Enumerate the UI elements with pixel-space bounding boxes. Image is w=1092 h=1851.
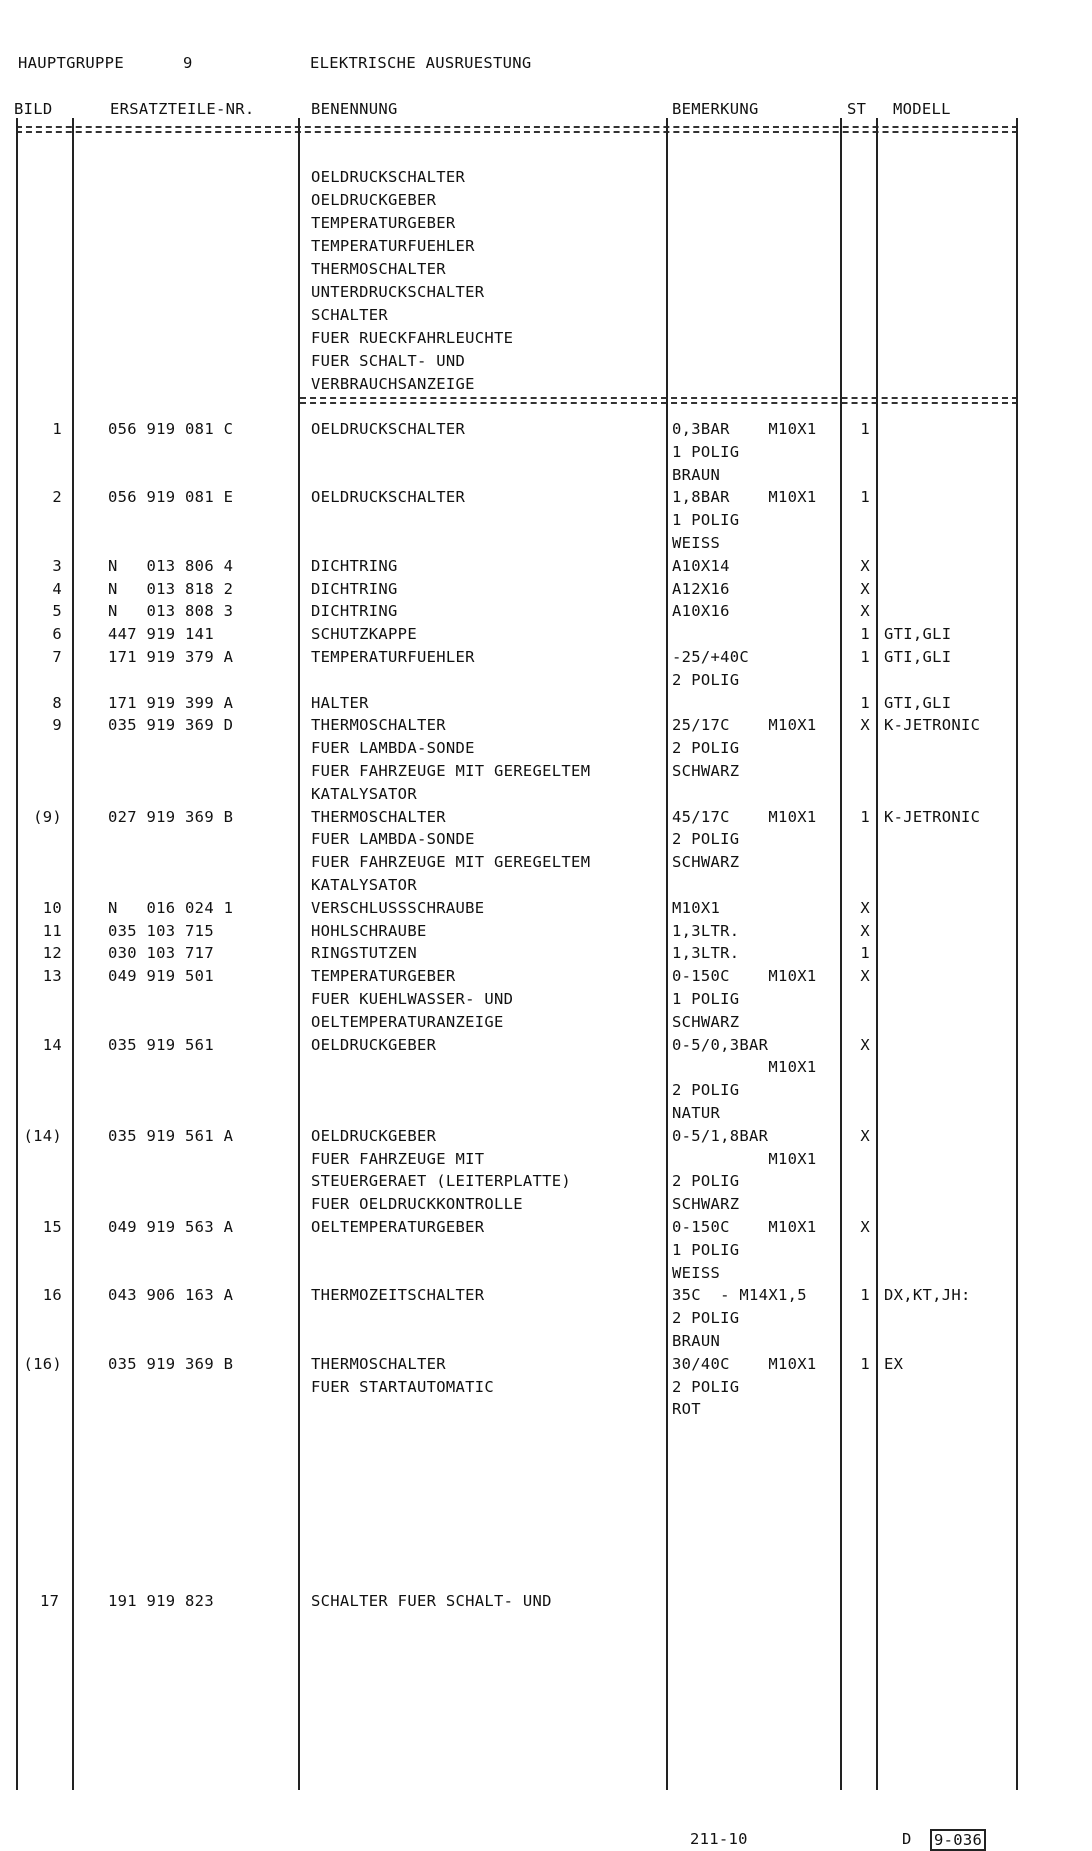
cell-part-no: 035 919 561 A [108,1126,234,1145]
intro-line: THERMOSCHALTER [311,260,446,278]
cell-part-no: N 013 806 4 [108,556,234,575]
cell-part-no: 447 919 141 [108,625,214,644]
intro-line: FUER RUECKFAHRLEUCHTE [311,329,514,347]
cell-bild: (14) [23,1126,62,1145]
cell-part-no: 056 919 081 E [108,488,234,507]
intro-line: OELDRUCKSCHALTER [311,168,466,186]
cell-name: TEMPERATURGEBER [311,967,456,986]
cell-part-no: 056 919 081 C [108,420,234,438]
cell-name: FUER STARTAUTOMATIC [311,1377,495,1396]
cell-remark: 1 POLIG [672,990,740,1008]
cell-qty: X [860,967,870,986]
col-header-part-no: ERSATZTEILE-NR. [110,100,255,118]
cell-name: HOHLSCHRAUBE [311,921,427,940]
group-label: HAUPTGRUPPE [18,54,124,72]
intro-line: TEMPERATURGEBER [311,214,456,232]
cell-bild: 16 [42,1286,62,1305]
cell-bild: 2 [52,488,62,507]
cell-remark: 1 POLIG [672,1240,740,1259]
cell-name: KATALYSATOR [311,784,417,803]
cell-remark: 1,3LTR. [672,944,740,963]
cell-remark: M10X1 [672,1058,817,1077]
footer-page-box: 9-036 [930,1829,986,1851]
cell-name: HALTER [311,693,369,712]
cell-model: K-JETRONIC [884,716,981,735]
col-line-name [666,118,668,1790]
cell-part-no: N 013 808 3 [108,602,234,621]
cell-name: DICHTRING [311,579,398,598]
cell-name: OELDRUCKSCHALTER [311,488,466,507]
col-line-part [298,118,300,1790]
cell-name: OELDRUCKSCHALTER [311,420,466,438]
cell-remark: A12X16 [672,579,730,598]
cell-part-no: N 016 024 1 [108,898,234,917]
cell-remark: 0-5/0,3BAR [672,1035,769,1054]
cell-remark: 2 POLIG [672,739,740,758]
cell-remark: 35C - M14X1,5 [672,1286,807,1305]
cell-name: OELTEMPERATURGEBER [311,1218,485,1236]
cell-qty: 1 [860,693,870,712]
cell-remark: 0-150C M10X1 [672,967,817,986]
cell-remark: -25/+40C [672,648,750,666]
cell-remark: WEISS [672,1263,721,1282]
cell-remark: 2 POLIG [672,1309,740,1328]
group-title: ELEKTRISCHE AUSRUESTUNG [310,54,532,72]
cell-bild: 8 [52,693,62,712]
cell-remark: SCHWARZ [672,853,740,872]
cell-bild: 5 [52,602,62,621]
col-line-qty [876,118,878,1790]
intro-line: OELDRUCKGEBER [311,191,437,209]
cell-name: TEMPERATURFUEHLER [311,648,475,666]
cell-bild: 3 [52,556,62,575]
col-header-remark: BEMERKUNG [672,100,759,118]
cell-name: KATALYSATOR [311,876,417,894]
cell-bild: (16) [23,1354,62,1373]
cell-bild: 15 [42,1218,62,1236]
cell-qty: 1 [860,420,870,438]
cell-bild: 1 [52,420,62,438]
cell-model: K-JETRONIC [884,807,981,826]
cell-remark: M10X1 [672,898,721,917]
cell-name: OELTEMPERATURANZEIGE [311,1012,504,1031]
cell-qty: X [860,921,870,940]
cell-qty: X [860,716,870,735]
cell-model: GTI,GLI [884,693,952,712]
cell-name: THERMOZEITSCHALTER [311,1286,485,1305]
intro-line: VERBRAUCHSANZEIGE [311,375,475,393]
cell-qty: 1 [860,488,870,507]
cell-name: SCHUTZKAPPE [311,625,417,644]
cell-part-no: 049 919 501 [108,967,214,986]
cell-remark: 1,3LTR. [672,921,740,940]
cell-bild: 14 [42,1035,62,1054]
cell-name: FUER LAMBDA-SONDE [311,830,475,849]
cell-qty: X [860,1218,870,1236]
cell-remark: 2 POLIG [672,1081,740,1100]
cell-bild: 4 [52,579,62,598]
cell-remark: M10X1 [672,1149,817,1168]
cell-bild: 7 [52,648,62,666]
cell-name: THERMOSCHALTER [311,807,446,826]
cell-part-no: 035 919 369 D [108,716,234,735]
cell-qty: 1 [860,648,870,666]
cell-remark: 1 POLIG [672,511,740,530]
cell-name: FUER FAHRZEUGE MIT GEREGELTEM [311,762,591,780]
cell-remark: 2 POLIG [672,830,740,849]
cell-part-no: 043 906 163 A [108,1286,234,1305]
cell-part-no: 171 919 379 A [108,648,234,666]
cell-qty: 1 [860,1286,870,1305]
next-row-part: 191 919 823 [108,1592,214,1610]
cell-remark: 30/40C M10X1 [672,1354,817,1373]
intro-line: SCHALTER [311,306,389,324]
cell-bild: 11 [42,921,62,940]
cell-model: GTI,GLI [884,648,952,666]
col-header-name: BENENNUNG [311,100,398,118]
cell-part-no: 030 103 717 [108,944,214,963]
cell-remark: NATUR [672,1104,721,1122]
cell-remark: ROT [672,1400,701,1419]
cell-name: THERMOSCHALTER [311,1354,446,1373]
cell-bild: 13 [42,967,62,986]
intro-rule-top [300,397,1018,399]
cell-part-no: 035 919 561 [108,1035,214,1054]
cell-model: GTI,GLI [884,625,952,644]
cell-remark: 0-150C M10X1 [672,1218,817,1236]
cell-remark: 2 POLIG [672,1172,740,1191]
cell-qty: X [860,579,870,598]
col-header-qty: ST [847,100,867,118]
col-header-model: MODELL [893,100,951,118]
next-row-bild: 17 [40,1592,60,1610]
cell-qty: X [860,602,870,621]
cell-qty: X [860,1126,870,1145]
cell-remark: 2 POLIG [672,670,740,689]
cell-name: THERMOSCHALTER [311,716,446,735]
cell-name: STEUERGERAET (LEITERPLATTE) [311,1172,572,1191]
group-number: 9 [183,54,193,72]
cell-remark: 0-5/1,8BAR [672,1126,769,1145]
cell-name: OELDRUCKGEBER [311,1126,437,1145]
cell-name: FUER FAHRZEUGE MIT GEREGELTEM [311,853,591,872]
intro-line: FUER SCHALT- UND [311,352,466,370]
cell-remark: A10X16 [672,602,730,621]
cell-remark: 1 POLIG [672,442,740,461]
col-line-bild [72,118,74,1790]
cell-bild: 12 [42,944,62,963]
cell-remark: BRAUN [672,1332,721,1350]
cell-name: FUER KUEHLWASSER- UND [311,990,514,1008]
cell-qty: 1 [860,944,870,963]
cell-remark: SCHWARZ [672,762,740,780]
cell-remark: 25/17C M10X1 [672,716,817,735]
cell-name: FUER LAMBDA-SONDE [311,739,475,758]
cell-model: EX [884,1354,904,1373]
cell-name: OELDRUCKGEBER [311,1035,437,1054]
cell-qty: 1 [860,807,870,826]
cell-qty: X [860,556,870,575]
intro-line: TEMPERATURFUEHLER [311,237,475,255]
footer-lang: D [902,1830,912,1848]
header-rule-bottom [16,131,1018,133]
cell-remark: SCHWARZ [672,1012,740,1031]
intro-rule-bottom [300,402,1018,404]
footer-page-ref: 211-10 [690,1830,748,1848]
cell-remark: 0,3BAR M10X1 [672,420,817,438]
cell-qty: X [860,1035,870,1054]
cell-qty: X [860,898,870,917]
cell-remark: 45/17C M10X1 [672,807,817,826]
cell-remark: WEISS [672,534,721,552]
cell-name: FUER FAHRZEUGE MIT [311,1149,485,1168]
cell-name: FUER OELDRUCKKONTROLLE [311,1195,523,1214]
col-line-remark [840,118,842,1790]
cell-bild: 10 [42,898,62,917]
cell-part-no: 035 103 715 [108,921,214,940]
cell-name: DICHTRING [311,556,398,575]
cell-remark: 1,8BAR M10X1 [672,488,817,507]
cell-qty: 1 [860,1354,870,1373]
cell-part-no: N 013 818 2 [108,579,234,598]
cell-bild: 6 [52,625,62,644]
cell-name: RINGSTUTZEN [311,944,417,963]
cell-part-no: 035 919 369 B [108,1354,234,1373]
cell-bild: 9 [52,716,62,735]
header-rule-top [16,126,1018,128]
col-header-bild: BILD [14,100,53,118]
cell-part-no: 171 919 399 A [108,693,234,712]
cell-model: DX,KT,JH: [884,1286,971,1305]
next-row-name: SCHALTER FUER SCHALT- UND [311,1592,552,1610]
cell-remark: BRAUN [672,465,721,484]
intro-line: UNTERDRUCKSCHALTER [311,283,485,301]
cell-bild: (9) [33,807,62,826]
cell-name: VERSCHLUSSSCHRAUBE [311,898,485,917]
cell-remark: SCHWARZ [672,1195,740,1214]
cell-name: DICHTRING [311,602,398,621]
col-line-right [1016,118,1018,1790]
cell-remark: A10X14 [672,556,730,575]
cell-remark: 2 POLIG [672,1377,740,1396]
cell-qty: 1 [860,625,870,644]
col-line-left [16,118,18,1790]
cell-part-no: 049 919 563 A [108,1218,234,1236]
cell-part-no: 027 919 369 B [108,807,234,826]
